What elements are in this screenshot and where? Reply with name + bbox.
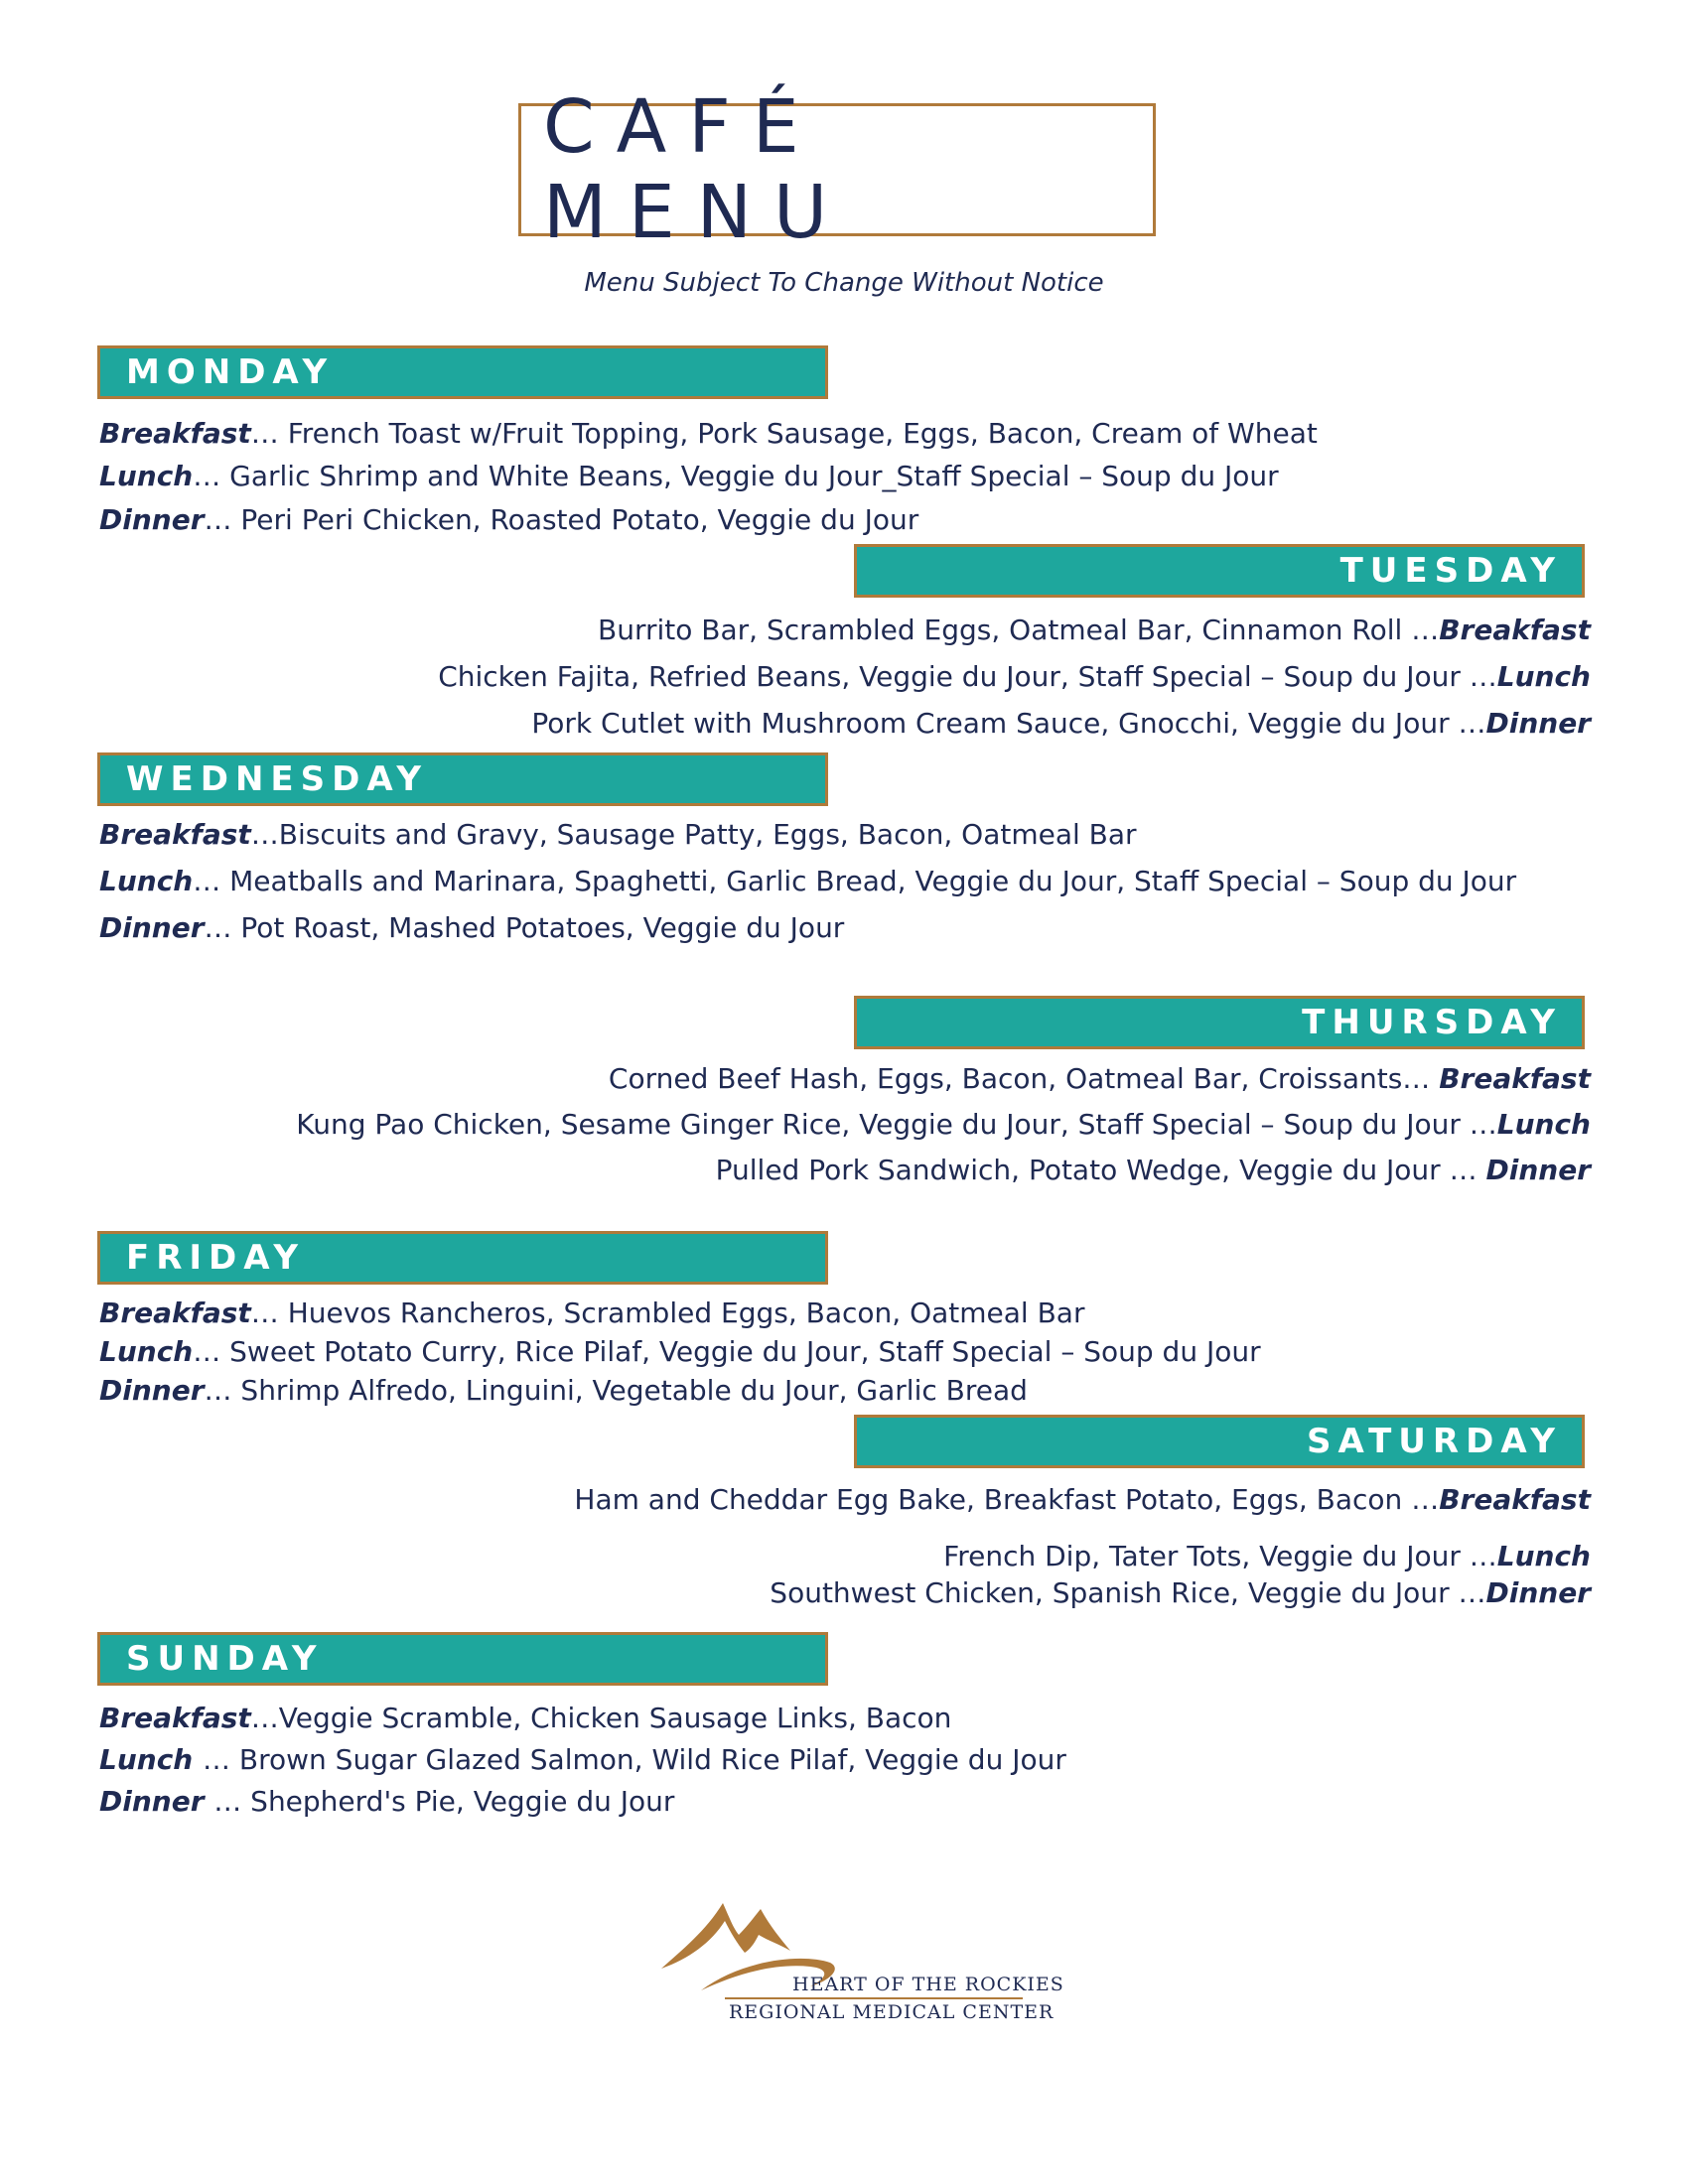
- menu-items: Kung Pao Chicken, Sesame Ginger Rice, Veggie du Jour, Staff Special – Soup du Jour …: [296, 1108, 1497, 1141]
- menu-items: …Biscuits and Gravy, Sausage Patty, Eggs, Bacon, Oatmeal Bar: [250, 818, 1137, 851]
- menu-items: … Pot Roast, Mashed Potatoes, Veggie du Jour: [204, 911, 845, 944]
- day-header-friday: FRIDAY: [97, 1231, 828, 1285]
- day-header-saturday: SATURDAY: [854, 1415, 1585, 1468]
- menu-items: … Brown Sugar Glazed Salmon, Wild Rice Pilaf, Veggie du Jour: [203, 1743, 1066, 1776]
- friday-dinner-line: [99, 1374, 1028, 1407]
- menu-items: Chicken Fajita, Refried Beans, Veggie du Jour, Staff Special – Soup du Jour …: [438, 660, 1497, 693]
- wednesday-dinner-line: [99, 911, 844, 944]
- menu-items: Corned Beef Hash, Eggs, Bacon, Oatmeal Bar, Croissants…: [608, 1062, 1440, 1095]
- meal-label-lunch: Lunch: [1496, 1540, 1591, 1572]
- menu-items: … Garlic Shrimp and White Beans, Veggie du Jour_Staff Special – Soup du Jour: [193, 460, 1279, 492]
- saturday-lunch-line: [943, 1540, 1591, 1572]
- meal-label-breakfast: Breakfast: [1439, 1062, 1591, 1095]
- title-box: [518, 84, 1156, 255]
- sunday-dinner-line: [99, 1785, 674, 1818]
- friday-lunch-line: [99, 1335, 1261, 1368]
- meal-label-dinner: Dinner: [99, 503, 205, 536]
- logo-text-line1: HEART OF THE ROCKIES: [792, 1974, 1064, 1995]
- meal-label-dinner: Dinner: [99, 911, 205, 944]
- menu-items: … Meatballs and Marinara, Spaghetti, Garlic Bread, Veggie du Jour, Staff Special – Soup du Jour: [193, 865, 1517, 897]
- day-header-sunday: SUNDAY: [97, 1632, 828, 1686]
- menu-items: … Huevos Rancheros, Scrambled Eggs, Bacon, Oatmeal Bar: [250, 1297, 1085, 1329]
- meal-label-lunch: Lunch: [99, 1335, 194, 1368]
- menu-items: …Veggie Scramble, Chicken Sausage Links, Bacon: [250, 1702, 952, 1734]
- page-subtitle: Menu Subject To Change Without Notice: [584, 268, 1104, 298]
- menu-items: Southwest Chicken, Spanish Rice, Veggie du Jour …: [770, 1576, 1486, 1609]
- sunday-lunch-line: [99, 1743, 1066, 1776]
- day-header-thursday: THURSDAY: [854, 996, 1585, 1049]
- meal-label-breakfast: Breakfast: [99, 1297, 251, 1329]
- wednesday-breakfast-line: [99, 818, 1137, 851]
- meal-label-breakfast: Breakfast: [99, 818, 251, 851]
- saturday-breakfast-line: [574, 1483, 1591, 1516]
- menu-items: French Dip, Tater Tots, Veggie du Jour …: [943, 1540, 1497, 1572]
- logo-text-line2: REGIONAL MEDICAL CENTER: [729, 2001, 1055, 2023]
- meal-label-lunch: Lunch: [99, 460, 194, 492]
- day-header-wednesday: WEDNESDAY: [97, 752, 828, 806]
- tuesday-breakfast-line: [598, 614, 1591, 646]
- meal-label-lunch: Lunch: [99, 1743, 203, 1776]
- meal-label-breakfast: Breakfast: [1439, 614, 1591, 646]
- sunday-breakfast-line: [99, 1702, 951, 1734]
- meal-label-breakfast: Breakfast: [99, 1702, 251, 1734]
- meal-label-dinner: Dinner: [1485, 1576, 1591, 1609]
- day-header-monday: MONDAY: [97, 345, 828, 399]
- thursday-breakfast-line: [609, 1062, 1591, 1095]
- menu-items: … Sweet Potato Curry, Rice Pilaf, Veggie du Jour, Staff Special – Soup du Jour: [193, 1335, 1261, 1368]
- wednesday-lunch-line: [99, 865, 1516, 897]
- menu-items: Burrito Bar, Scrambled Eggs, Oatmeal Bar, Cinnamon Roll …: [598, 614, 1440, 646]
- meal-label-lunch: Lunch: [99, 865, 194, 897]
- menu-items: … French Toast w/Fruit Topping, Pork Sausage, Eggs, Bacon, Cream of Wheat: [250, 417, 1318, 450]
- friday-breakfast-line: [99, 1297, 1084, 1329]
- tuesday-lunch-line: [438, 660, 1591, 693]
- saturday-dinner-line: [770, 1576, 1591, 1609]
- thursday-lunch-line: [296, 1108, 1591, 1141]
- meal-label-dinner: Dinner: [1485, 707, 1591, 740]
- menu-items: Pulled Pork Sandwich, Potato Wedge, Veggie du Jour …: [715, 1154, 1486, 1186]
- monday-lunch-line: [99, 460, 1279, 492]
- menu-items: Ham and Cheddar Egg Bake, Breakfast Potato, Eggs, Bacon …: [574, 1483, 1440, 1516]
- monday-breakfast-line: [99, 417, 1318, 450]
- meal-label-dinner: Dinner: [99, 1374, 205, 1407]
- menu-items: … Shepherd's Pie, Veggie du Jour: [213, 1785, 675, 1818]
- menu-items: Pork Cutlet with Mushroom Cream Sauce, Gnocchi, Veggie du Jour …: [531, 707, 1486, 740]
- meal-label-lunch: Lunch: [1496, 660, 1591, 693]
- day-header-tuesday: TUESDAY: [854, 544, 1585, 598]
- meal-label-dinner: Dinner: [99, 1785, 214, 1818]
- meal-label-dinner: Dinner: [1485, 1154, 1591, 1186]
- meal-label-breakfast: Breakfast: [1439, 1483, 1591, 1516]
- monday-dinner-line: [99, 503, 918, 536]
- meal-label-lunch: Lunch: [1496, 1108, 1591, 1141]
- tuesday-dinner-line: [531, 707, 1591, 740]
- logo-divider: [725, 1997, 1023, 1999]
- meal-label-breakfast: Breakfast: [99, 417, 251, 450]
- page-title: CAFÉ MENU: [543, 84, 850, 255]
- menu-items: … Shrimp Alfredo, Linguini, Vegetable du Jour, Garlic Bread: [204, 1374, 1028, 1407]
- thursday-dinner-line: [716, 1154, 1591, 1186]
- menu-items: … Peri Peri Chicken, Roasted Potato, Veggie du Jour: [204, 503, 919, 536]
